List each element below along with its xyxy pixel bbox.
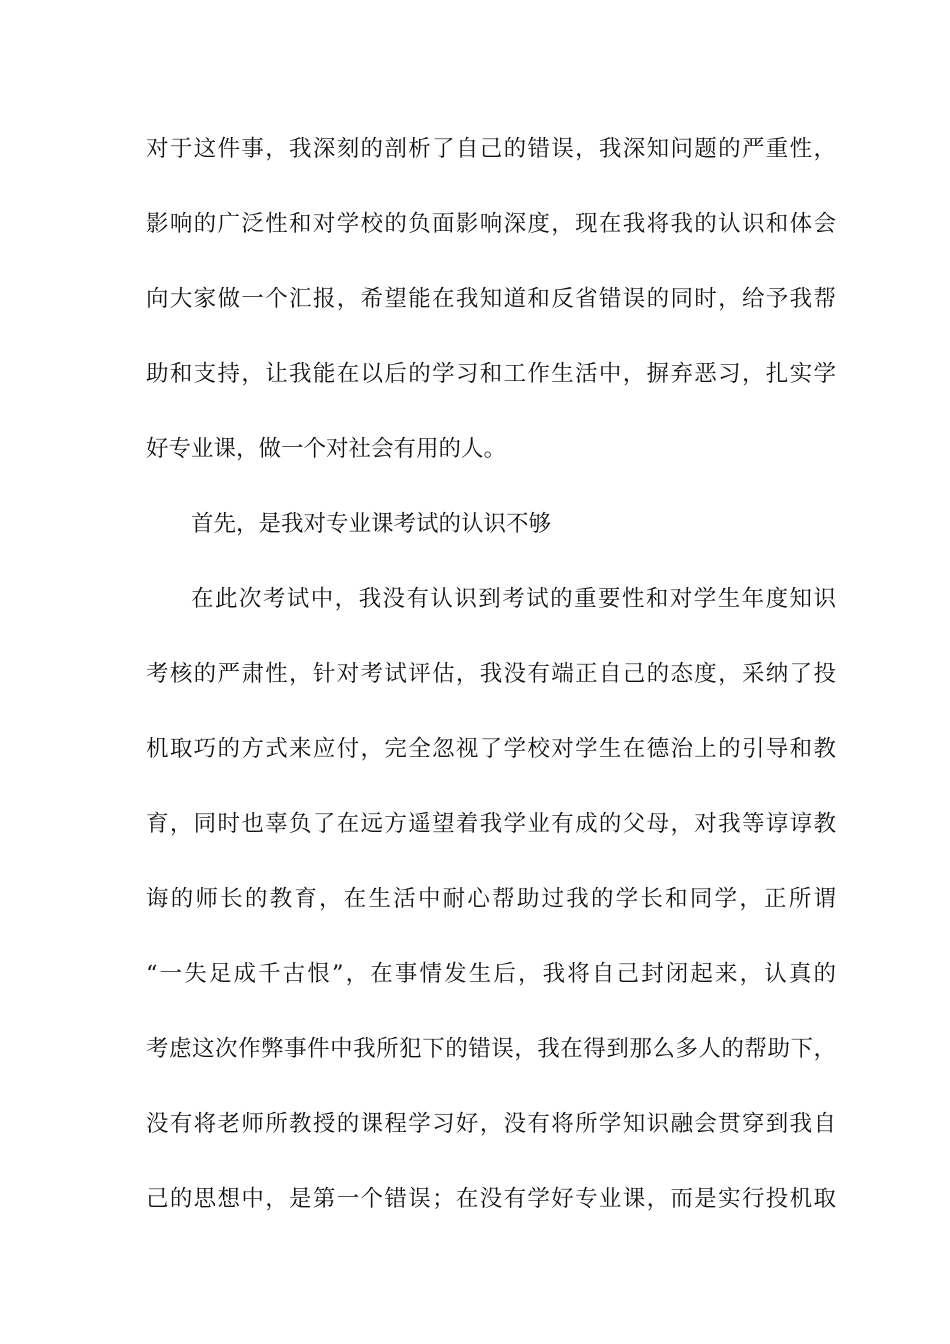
paragraph-line: 己的思想中，是第一个错误；在没有学好专业课，而是实行投机取	[146, 1186, 836, 1212]
paragraph-line: 影响的广泛性和对学校的负面影响深度，现在我将我的认识和体会	[146, 211, 836, 237]
paragraph-line: 在此次考试中，我没有认识到考试的重要性和对学生年度知识	[191, 586, 836, 612]
paragraph-line: 考虑这次作弊事件中我所犯下的错误，我在得到那么多人的帮助下，	[146, 1036, 836, 1062]
paragraph-line: 没有将老师所教授的课程学习好，没有将所学知识融会贯穿到我自	[146, 1111, 836, 1137]
section-heading: 首先，是我对专业课考试的认识不够	[191, 511, 552, 537]
paragraph-line: 育，同时也辜负了在远方遥望着我学业有成的父母，对我等谆谆教	[146, 811, 836, 837]
paragraph-line: 考核的严肃性，针对考试评估，我没有端正自己的态度，采纳了投	[146, 661, 836, 687]
paragraph-line: 诲的师长的教育，在生活中耐心帮助过我的学长和同学，正所谓	[146, 886, 836, 912]
paragraph-line: 对于这件事，我深刻的剖析了自己的错误，我深知问题的严重性，	[146, 136, 836, 162]
paragraph-line: “一失足成千古恨”，在事情发生后，我将自己封闭起来，认真的	[146, 961, 836, 987]
paragraph-line: 向大家做一个汇报，希望能在我知道和反省错误的同时，给予我帮	[146, 286, 836, 312]
paragraph-line: 助和支持，让我能在以后的学习和工作生活中，摒弃恶习，扎实学	[146, 361, 836, 387]
paragraph-line: 机取巧的方式来应付，完全忽视了学校对学生在德治上的引导和教	[146, 736, 836, 762]
paragraph-line: 好专业课，做一个对社会有用的人。	[146, 436, 507, 462]
